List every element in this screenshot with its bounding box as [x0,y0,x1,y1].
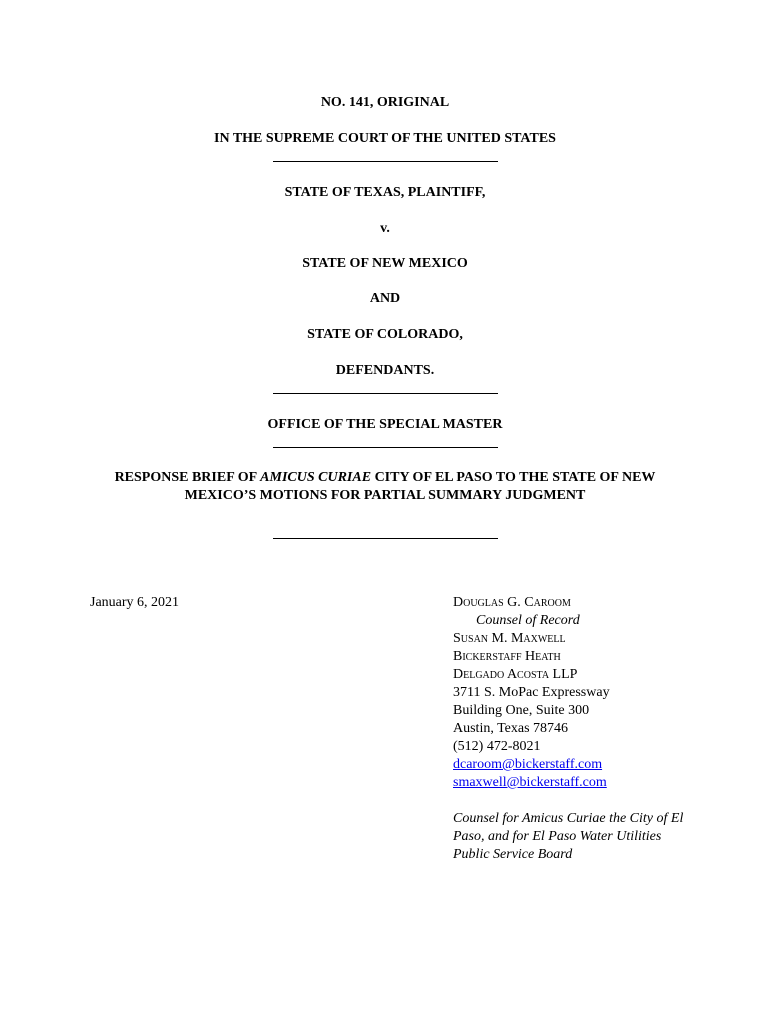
email-link-smaxwell[interactable]: smaxwell@bickerstaff.com [453,775,607,790]
counsel-name: Douglas G. Caroom [453,595,571,610]
firm-line-2: Delgado Acosta LLP [453,667,578,682]
defendant-colorado: STATE OF COLORADO, [307,327,463,342]
divider-rule [273,393,498,394]
conjunction-and: AND [369,291,401,306]
counsel-role: Counsel of Record [476,613,580,628]
brief-title-italic: AMICUS CURIAE [260,470,372,485]
phone-number: (512) 472-8021 [453,739,541,754]
brief-title-suffix: CITY OF EL PASO TO THE STATE OF NEW MEXICO’S MOTIONS FOR PARTIAL SUMMARY JUDGMENT [184,470,656,503]
defendants-label: DEFENDANTS. [335,363,435,378]
counsel-closing: Counsel for Amicus Curiae the City of El Paso, and for El Paso Water Utilities Public Service Board [453,811,684,862]
brief-title-prefix: RESPONSE BRIEF OF [114,470,261,485]
office-of-special-master: OFFICE OF THE SPECIAL MASTER [267,417,503,432]
divider-rule [273,538,498,539]
firm-line-1: Bickerstaff Heath [453,649,561,664]
plaintiff: STATE OF TEXAS, PLAINTIFF, [284,185,486,200]
court-name: IN THE SUPREME COURT OF THE UNITED STATES [214,131,556,146]
divider-rule [273,447,498,448]
defendant-new-mexico: STATE OF NEW MEXICO [302,256,468,271]
email-link-dcaroom[interactable]: dcaroom@bickerstaff.com [453,757,603,772]
counsel-block [453,594,753,864]
counsel-name-2: Susan M. Maxwell [453,631,566,646]
versus: v. [380,221,390,236]
address-line-2: Building One, Suite 300 [453,703,590,718]
brief-title [110,469,660,505]
address-line-1: 3711 S. MoPac Expressway [453,685,610,700]
case-number: NO. 141, ORIGINAL [320,95,450,110]
filing-date: January 6, 2021 [90,595,180,610]
divider-rule [273,161,498,162]
address-line-3: Austin, Texas 78746 [453,721,569,736]
